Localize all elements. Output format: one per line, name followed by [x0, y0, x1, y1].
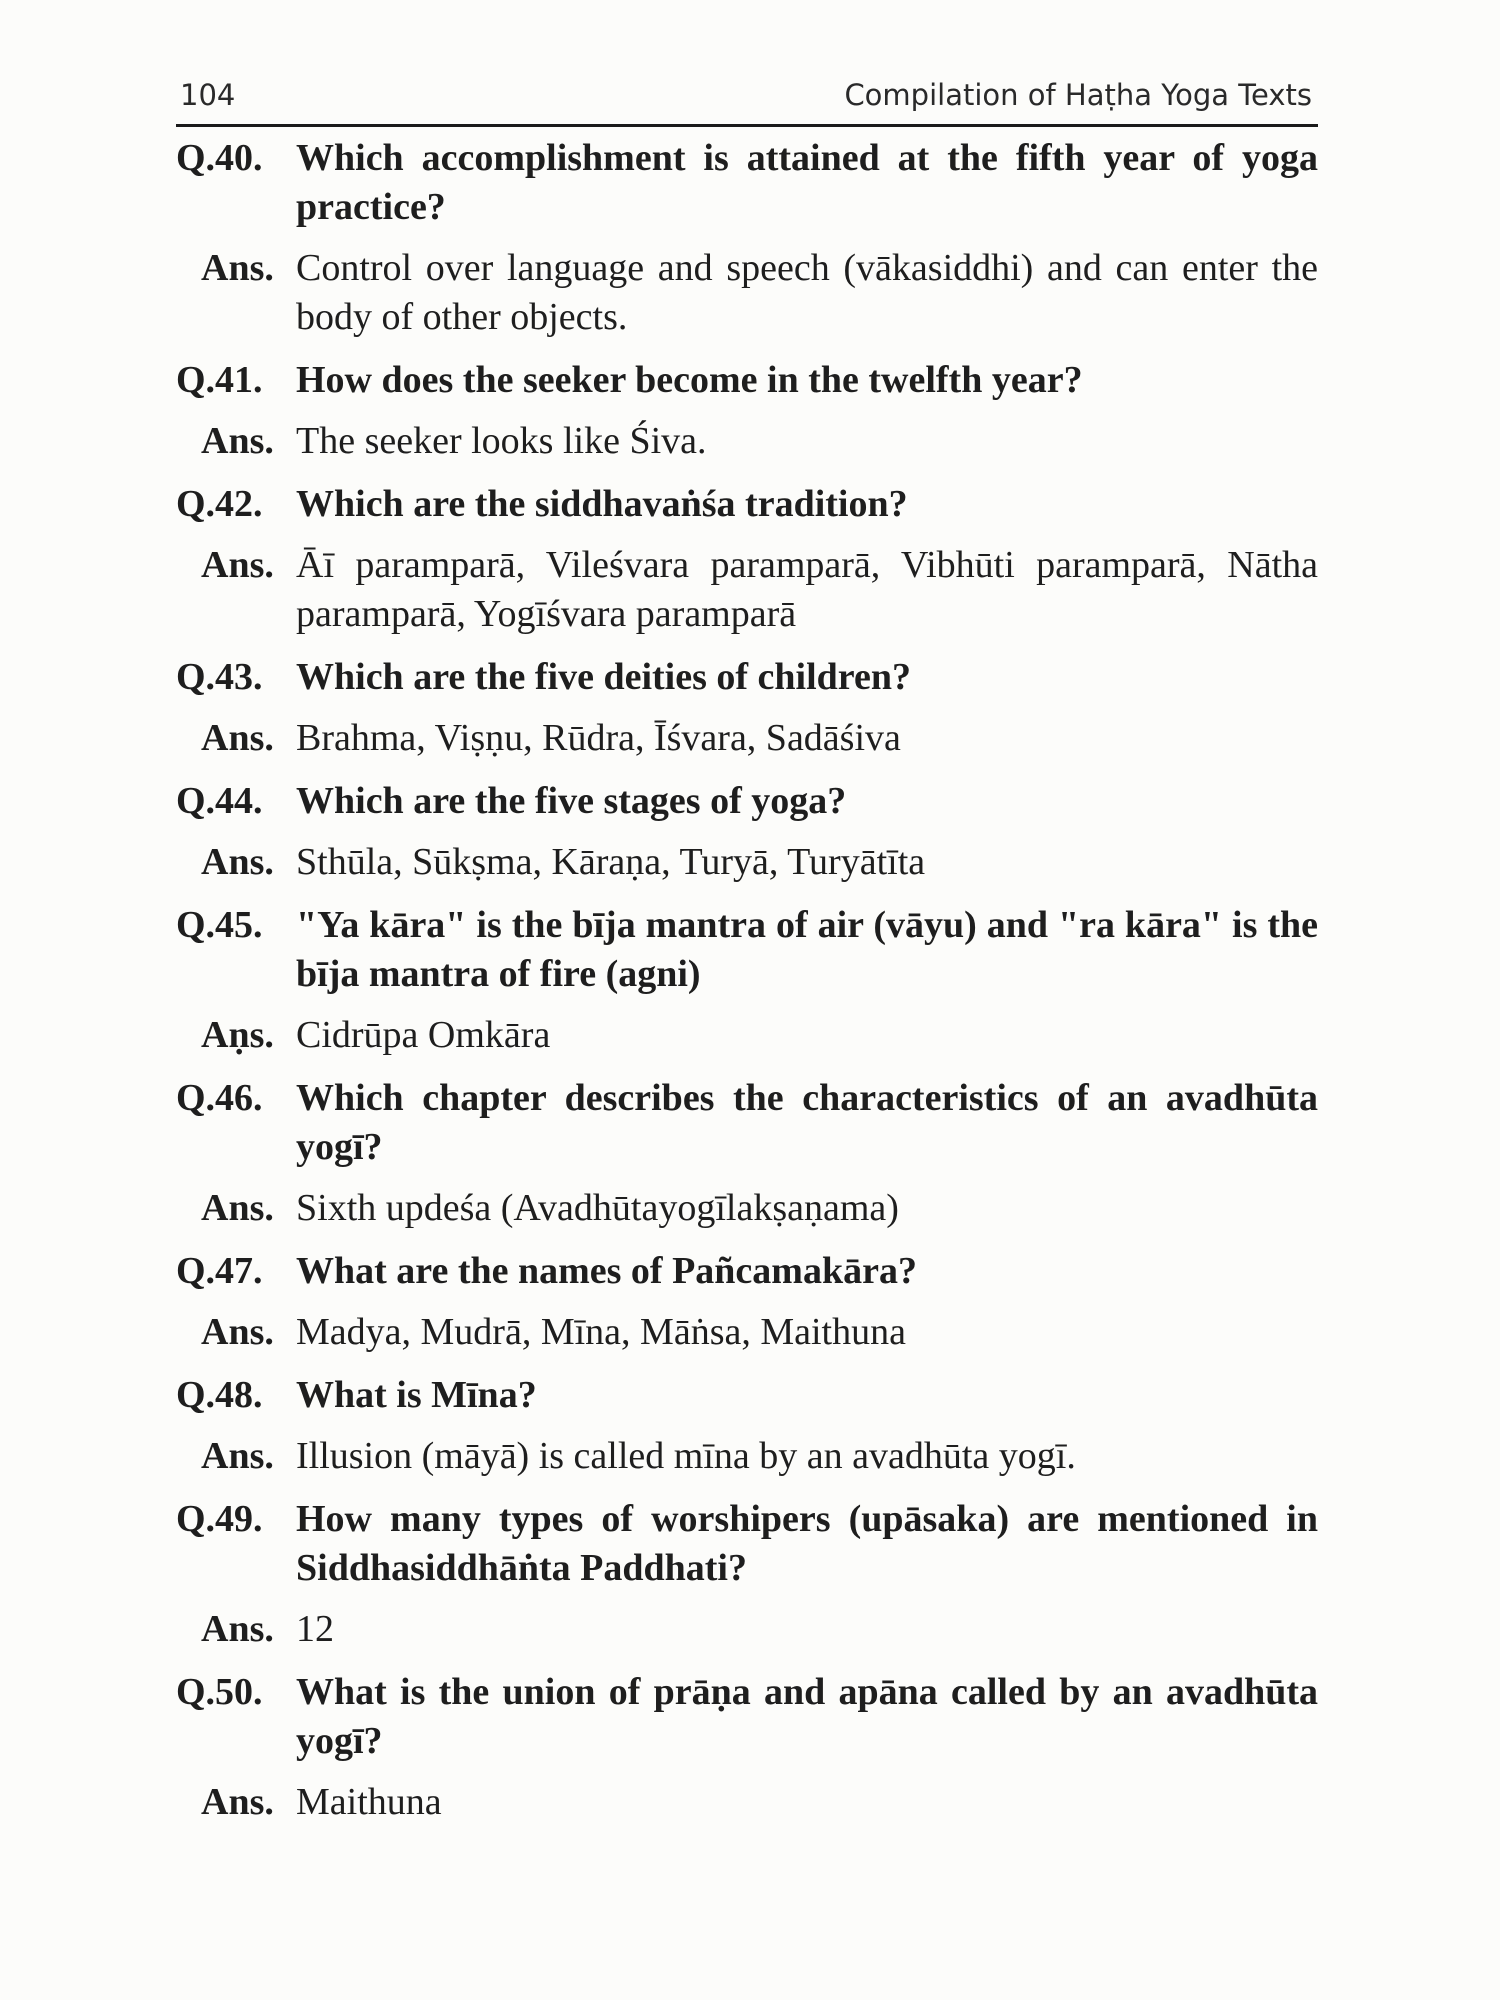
- answer-label: Ans.: [201, 1187, 274, 1229]
- question-text: How does the seeker become in the twelfth year?: [296, 359, 1083, 401]
- question-label: Q.44.: [176, 780, 263, 822]
- answer-text: Madya, Mudrā, Mīna, Māṅsa, Maithuna: [296, 1311, 906, 1353]
- answer-label: Ans.: [201, 1311, 274, 1353]
- question-text: Which chapter describes the characteristics of an avadhūta yogī?: [296, 1077, 1318, 1168]
- question-label: Q.50.: [176, 1671, 263, 1713]
- question-label: Q.42.: [176, 483, 263, 525]
- qa-item: [176, 1074, 1318, 1233]
- qa-item: [176, 480, 1318, 639]
- question-label: Q.49.: [176, 1498, 263, 1540]
- answer-text: Āī paramparā, Vileśvara paramparā, Vibhūti paramparā, Nātha paramparā, Yogīśvara paramparā: [296, 544, 1318, 635]
- answer-label: Ans.: [201, 717, 274, 759]
- question-text: "Ya kāra" is the bīja mantra of air (vāyu) and "ra kāra" is the bīja mantra of fire (agni): [296, 904, 1318, 995]
- answer-label: Ans.: [201, 1435, 274, 1477]
- answer-text: Sixth updeśa (Avadhūtayogīlakṣaṇama): [296, 1187, 899, 1229]
- qa-item: [176, 653, 1318, 763]
- answer-text: Illusion (māyā) is called mīna by an avadhūta yogī.: [296, 1435, 1076, 1477]
- answer-label: Aṇs.: [201, 1014, 274, 1056]
- question-label: Q.40.: [176, 137, 263, 179]
- question-text: Which are the five deities of children?: [296, 656, 911, 698]
- question-text: Which are the five stages of yoga?: [296, 780, 847, 822]
- qa-list: [176, 134, 1318, 1827]
- qa-item: [176, 1668, 1318, 1827]
- question-text: How many types of worshipers (upāsaka) are mentioned in Siddhasiddhāṅta Paddhati?: [296, 1498, 1318, 1589]
- page-number: 104: [180, 78, 236, 112]
- qa-item: [176, 1247, 1318, 1357]
- answer-text: Control over language and speech (vākasiddhi) and can enter the body of other objects.: [296, 247, 1318, 338]
- question-text: What are the names of Pañcamakāra?: [296, 1250, 917, 1292]
- running-title: Compilation of Haṭha Yoga Texts: [844, 78, 1312, 112]
- question-label: Q.47.: [176, 1250, 263, 1292]
- answer-text: Brahma, Viṣṇu, Rūdra, Īśvara, Sadāśiva: [296, 717, 901, 759]
- qa-item: [176, 356, 1318, 466]
- answer-text: The seeker looks like Śiva.: [296, 420, 707, 462]
- qa-item: [176, 901, 1318, 1060]
- answer-text: Sthūla, Sūkṣma, Kāraṇa, Turyā, Turyātīta: [296, 841, 926, 883]
- answer-label: Ans.: [201, 247, 274, 289]
- question-label: Q.46.: [176, 1077, 263, 1119]
- answer-label: Ans.: [201, 1781, 274, 1823]
- question-text: Which are the siddhavaṅśa tradition?: [296, 483, 908, 525]
- answer-text: Maithuna: [296, 1781, 442, 1823]
- question-text: What is Mīna?: [296, 1374, 537, 1416]
- answer-label: Ans.: [201, 841, 274, 883]
- question-label: Q.43.: [176, 656, 263, 698]
- qa-item: [176, 777, 1318, 887]
- qa-item: [176, 1371, 1318, 1481]
- answer-label: Ans.: [201, 420, 274, 462]
- question-text: What is the union of prāṇa and apāna called by an avadhūta yogī?: [296, 1671, 1318, 1762]
- question-label: Q.48.: [176, 1374, 263, 1416]
- page-header: [176, 70, 1318, 127]
- answer-text: Cidrūpa Omkāra: [296, 1014, 551, 1056]
- answer-label: Ans.: [201, 544, 274, 586]
- question-text: Which accomplishment is attained at the fifth year of yoga practice?: [296, 137, 1318, 228]
- question-label: Q.41.: [176, 359, 263, 401]
- question-label: Q.45.: [176, 904, 263, 946]
- answer-label: Ans.: [201, 1608, 274, 1650]
- qa-item: [176, 1495, 1318, 1654]
- answer-text: 12: [296, 1608, 334, 1650]
- qa-item: [176, 134, 1318, 342]
